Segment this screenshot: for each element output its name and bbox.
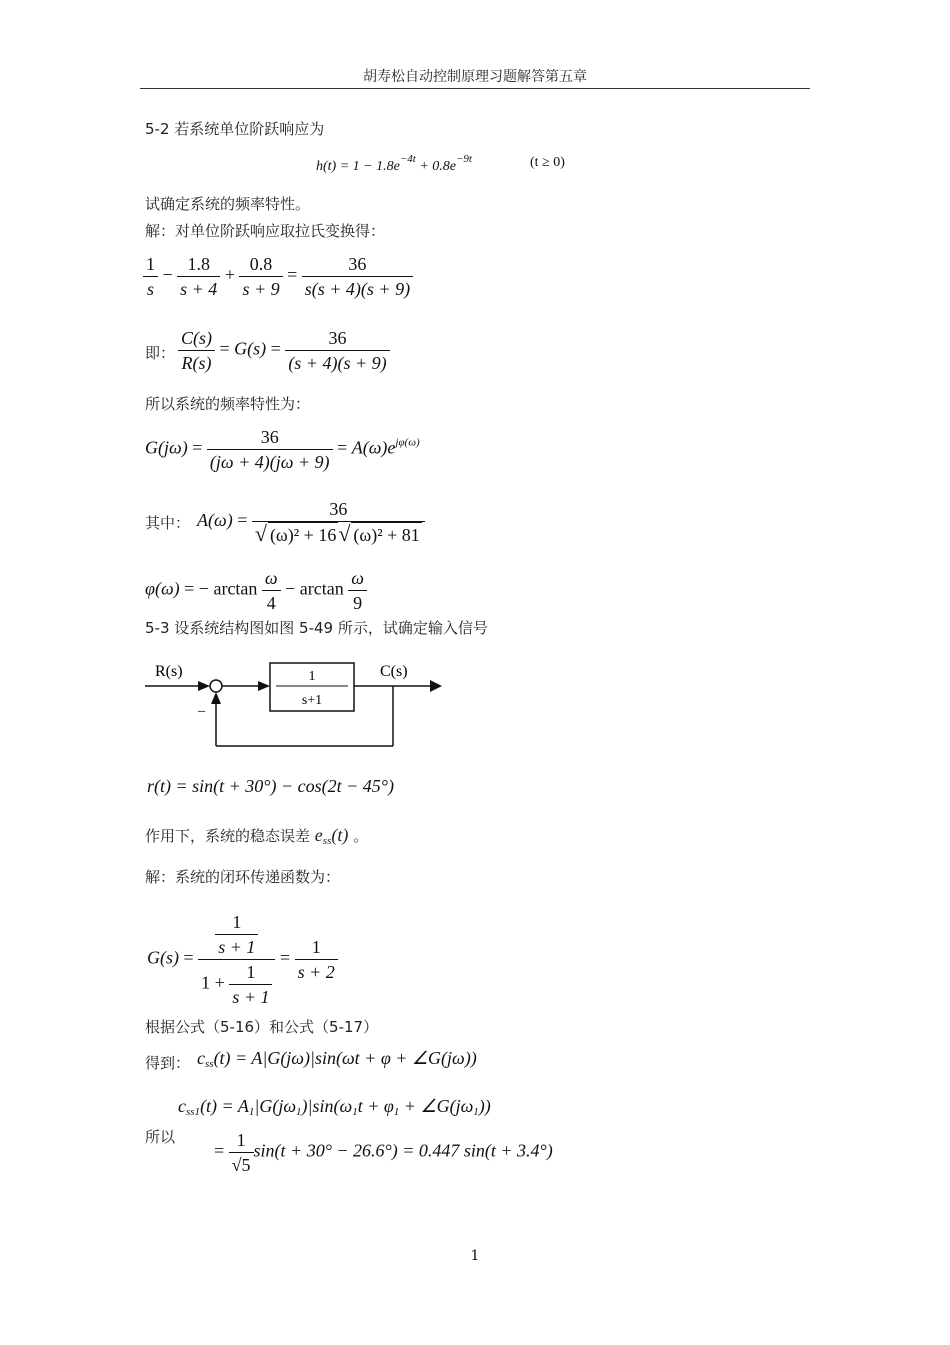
page-number: 1: [470, 1248, 480, 1264]
block-numerator: 1: [308, 669, 316, 684]
get-label: 得到：: [145, 1054, 191, 1072]
so-label-2: 所以: [145, 1128, 176, 1146]
problem-5-3-title: 5-3 设系统结构图如图 5-49 所示，试确定输入信号: [145, 619, 488, 637]
where-label: 其中：: [145, 514, 191, 532]
input-label: R(s): [155, 663, 183, 680]
forward-arrow-icon: [258, 681, 270, 691]
output-arrow-icon: [430, 680, 442, 692]
output-label: C(s): [380, 663, 408, 680]
laplace-equation: $\frac{1}{s}$ − $\frac{1.8}{s + 4}$ + $\frac{0.8}{s + 9}$ = $\frac{36}{s(s + 4)(s + 9)}$: [143, 252, 413, 301]
time-condition: (t ≥ 0): [530, 155, 565, 170]
block-diagram: [140, 650, 460, 760]
frequency-response-equation: G(jω) = $\frac{36}{(j\omega + 4)(j\omega + 9)}$ = $A(\omega)e^{j\varphi(\omega)}$: [145, 427, 420, 472]
block-denominator: s+1: [301, 693, 323, 708]
formula-reference: 根据公式（5-16）和公式（5-17）: [145, 1018, 379, 1036]
phase-equation: φ(ω) = − arctan $\frac{\omega}{4}$ − arctan $\frac{\omega}{9}$: [145, 566, 367, 615]
steady-state-value-1: = $\frac{1}{√5}$ sin(t + 30° − 26.6°) = 0.447 sin(t + 3.4°): [214, 1130, 553, 1175]
input-arrow-icon: [198, 681, 210, 691]
page-header: 胡寿松自动控制原理习题解答第五章: [363, 69, 587, 85]
header-divider: [140, 88, 810, 89]
closed-loop-equation: G(s) = $\frac{1}{s + 1}$ 1 + $\frac{1}{s + 1}$ = $\frac{1}{s + 2}$: [147, 910, 338, 1009]
steady-state-component-1: $c_{ss1}(t) = A_1|G(j\omega_1)|\sin(\omega_1t + \varphi_1$ + $\angle G(j\omega_1)$): [178, 1096, 491, 1118]
steady-state-question: 作用下，系统的稳态误差 $e_{ss}(t)$ 。: [145, 825, 369, 847]
summing-junction: [210, 680, 222, 692]
so-label: 即：: [145, 344, 176, 362]
input-signal-equation: r(t) = sin(t + 30°) − cos(2t − 45°): [147, 776, 394, 796]
problem-5-2-ask: 试确定系统的频率特性。: [145, 195, 311, 213]
closed-loop-intro: 解：系统的闭环传递函数为：: [145, 868, 341, 886]
steady-state-formula: $c_{ss}(t) = A|G(j\omega)|\sin(\omega t + \varphi$ + ∠G(jω)): [197, 1048, 477, 1070]
freq-label: 所以系统的频率特性为：: [145, 395, 311, 413]
step-response-equation: $h(t) = 1 - 1.8e^{-4t} + 0.8e^{-9t}$: [316, 153, 472, 174]
minus-sign: _: [198, 699, 205, 714]
transfer-function-equation: $\frac{C(s)}{R(s)}$ = G(s) = $\frac{36}{(s + 4)(s + 9)}$: [178, 326, 390, 375]
feedback-arrow-icon: [211, 692, 221, 704]
problem-5-2-title: 5-2 若系统单位阶跃响应为: [145, 120, 325, 138]
amplitude-equation: A(ω) = $\frac{36}{\text{√ (ω)² + 16√ (ω)² + 81}}$: [197, 497, 425, 547]
solution-intro: 解：对单位阶跃响应取拉氏变换得：: [145, 222, 386, 240]
